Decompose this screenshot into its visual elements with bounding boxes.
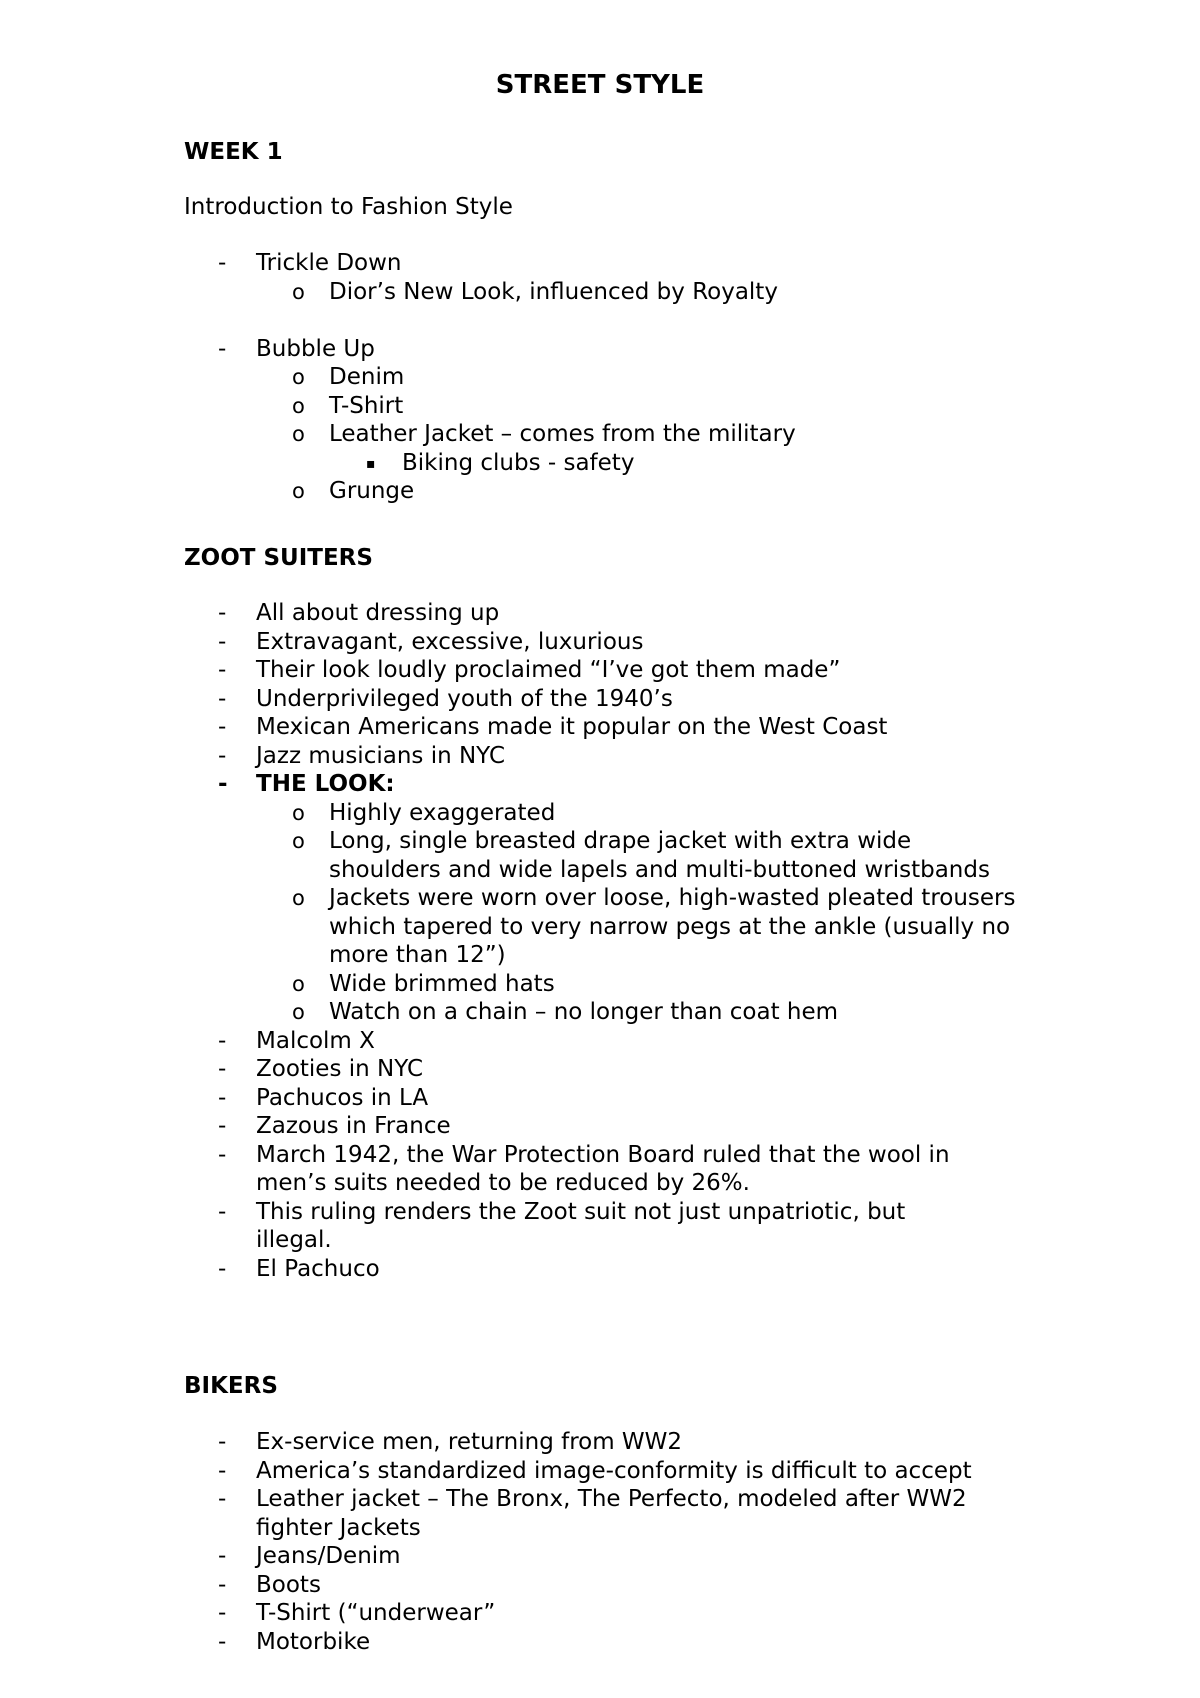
dash-bullet: - [218,1056,227,1082]
dash-bullet: - [218,1543,227,1569]
list-item [0,392,1200,421]
dash-bullet: - [218,1429,227,1455]
list-item-text: America’s standardized image-conformity is difficult to accept [256,1457,972,1484]
dash-bullet: - [218,1600,227,1626]
list-item-text: Zazous in France [256,1113,451,1139]
list-item-text: This ruling renders the Zoot suit not just unpatriotic, but illegal. [256,1198,906,1253]
dash-bullet: - [218,1255,227,1282]
list-item [0,799,1200,828]
list-item-text: Extravagant, excessive, luxurious [256,628,644,655]
dash-bullet: - [218,771,228,797]
circle-bullet: o [292,886,305,910]
list-item [0,1027,1200,1056]
list-item [0,1198,1200,1255]
circle-bullet: o [292,279,305,304]
list-item [0,1428,1200,1457]
list-item [0,1084,1200,1113]
list-item [0,1141,1200,1198]
list-item-text: Zooties in NYC [256,1056,424,1082]
list-item [0,970,1200,999]
list-item [0,884,1200,970]
dash-bullet: - [218,1628,227,1655]
list-item-text: Denim [329,364,405,390]
list-item-text: Jazz musicians in NYC [256,742,506,769]
list-item-text: El Pachuco [256,1255,380,1282]
list-item-text: Leather Jacket – comes from the military [329,421,796,447]
bikers-heading: BIKERS [184,1373,278,1399]
list-item [0,420,1200,449]
list-item [0,1255,1200,1284]
list-item-text: Ex-service men, returning from WW2 [256,1429,683,1455]
list-item-text: Jeans/Denim [256,1543,401,1569]
list-item-text: Bubble Up [256,335,375,362]
list-item-text: Boots [256,1571,321,1598]
list-item [0,656,1200,685]
list-item-text: Highly exaggerated [329,799,556,826]
list-item [0,1457,1200,1486]
bikers-list [0,1428,1200,1656]
dash-bullet: - [218,1457,227,1484]
dash-bullet: - [218,600,227,626]
dash-bullet: - [218,685,227,712]
the-look-label: THE LOOK: [256,771,395,797]
list-item-text: Biking clubs - safety [402,449,635,476]
list-item [0,1112,1200,1141]
list-item-text: T-Shirt (“underwear” [256,1600,496,1626]
dash-bullet: - [218,742,227,769]
list-item-text: All about dressing up [256,600,500,626]
week1-heading: WEEK 1 [184,139,283,165]
list-item [0,278,1200,307]
dash-bullet: - [218,714,227,740]
circle-bullet: o [292,393,305,418]
list-item [0,599,1200,628]
dash-bullet: - [218,335,227,362]
list-item-text: T-Shirt [329,392,404,419]
list-item-text: Motorbike [256,1628,371,1655]
list-item [0,1571,1200,1600]
dash-bullet: - [218,1084,227,1111]
list-item [0,363,1200,392]
list-item [0,477,1200,506]
list-item-text: March 1942, the War Protection Board ruled that the wool in men’s suits needed to be reduced by 26%. [256,1141,950,1196]
circle-bullet: o [292,829,305,853]
list-item-text: Their look loudly proclaimed “I’ve got them made” [256,657,841,683]
list-item-text: Grunge [329,478,415,504]
circle-bullet: o [292,1000,305,1024]
dash-bullet: - [218,657,227,683]
zoot-heading: ZOOT SUITERS [184,545,373,571]
list-item [0,770,1200,799]
circle-bullet: o [292,479,305,503]
circle-bullet: o [292,800,305,825]
list-item [0,335,1200,364]
list-item [0,1628,1200,1657]
dash-bullet: - [218,1198,227,1225]
week1-subheading: Introduction to Fashion Style [184,194,513,220]
list-item [0,827,1200,884]
zoot-list [0,599,1200,1283]
dash-bullet: - [218,628,227,655]
dash-bullet: - [218,1571,227,1598]
list-item-text: Mexican Americans made it popular on the West Coast [256,714,888,740]
list-item [0,1485,1200,1542]
circle-bullet: o [292,422,305,446]
list-item-text: Malcolm X [256,1027,375,1054]
list-item-text: Leather jacket – The Bronx, The Perfecto, modeled after WW2 fighter Jackets [256,1486,967,1541]
list-item [0,713,1200,742]
dash-bullet: - [218,1113,227,1139]
list-item-text: Wide brimmed hats [329,970,555,997]
list-item [0,742,1200,771]
list-item [0,249,1200,278]
list-item-text: Long, single breasted drape jacket with extra wide shoulders and wide lapels and multi-buttoned wristbands [329,828,990,883]
dash-bullet: - [218,1141,227,1168]
blank-line [0,306,1200,335]
dash-bullet: - [218,250,227,276]
list-item-text: Underprivileged youth of the 1940’s [256,685,673,712]
list-item-text: Trickle Down [256,250,402,276]
list-item [0,1599,1200,1628]
list-item-text: Pachucos in LA [256,1084,429,1111]
square-bullet: ▪ [366,455,376,472]
list-item-text: Dior’s New Look, influenced by Royalty [329,278,778,305]
list-item-text: Watch on a chain – no longer than coat hem [329,999,839,1025]
week1-list [0,249,1200,506]
page-title: STREET STYLE [495,70,705,100]
list-item [0,685,1200,714]
circle-bullet: o [292,365,305,389]
list-item [0,449,1200,478]
list-item [0,628,1200,657]
circle-bullet: o [292,971,305,996]
list-item-text: Jackets were worn over loose, high-wasted pleated trousers which tapered to very narrow pegs at the ankle (usually no more than 12”) [329,885,1016,968]
dash-bullet: - [218,1027,227,1054]
dash-bullet: - [218,1486,227,1512]
list-item [0,1055,1200,1084]
list-item [0,1542,1200,1571]
list-item [0,998,1200,1027]
